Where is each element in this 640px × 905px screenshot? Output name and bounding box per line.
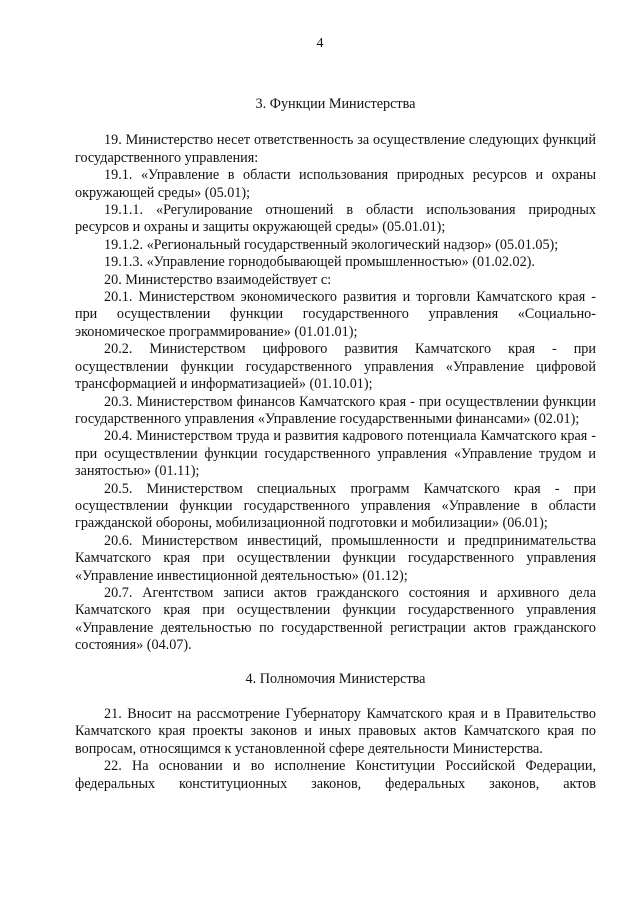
paragraph-20: 20. Министерство взаимодействует с: — [104, 271, 332, 288]
section-4-heading: 4. Полномочия Министерства — [245, 670, 426, 687]
paragraph-19-1-3: 19.1.3. «Управление горнодобывающей промышленностью» (01.02.02). — [104, 254, 535, 271]
document-body — [75, 96, 596, 793]
paragraph-19-1: 19.1. «Управление в области использования природных ресурсов и охраны окружающей среды» (05.01); — [75, 167, 596, 201]
paragraph-19-1-1: 19.1.1. «Регулирование отношений в области использования природных ресурсов и охраны и защиты окружающей среды» (05.01.01); — [75, 202, 596, 236]
paragraph-20-4: 20.4. Министерством труда и развития кадрового потенциала Камчатского края - при осуществлении функции государственного управления «Управление трудом и занятостью» (01.11); — [75, 428, 596, 480]
section-3-heading: 3. Функции Министерства — [255, 96, 416, 112]
paragraph-20-7: 20.7. Агентством записи актов гражданского состояния и архивного дела Камчатского края при осуществлении функции государственного управления «Управление деятельностью по государственной регистрации актов гражданского состояния» (04.07). — [75, 584, 596, 654]
paragraph-20-5: 20.5. Министерством специальных программ Камчатского края - при осуществлении функции государственного управления «Управление в области гражданской обороны, мобилизационной подготовки и мобилизации» (06.01); — [75, 480, 596, 532]
page-number: 4 — [316, 36, 324, 51]
paragraph-20-2: 20.2. Министерством цифрового развития Камчатского края - при осуществлении функции государственного управления «Управление цифровой трансформацией и информатизацией» (01.10.01); — [75, 341, 596, 393]
paragraph-21: 21. Вносит на рассмотрение Губернатору Камчатского края и в Правительство Камчатского края проекты законов и иных правовых актов Камчатского края по вопросам, относящимся к установленной сфере деятельности Министерства. — [75, 706, 596, 757]
paragraph-20-3: 20.3. Министерством финансов Камчатского края - при осуществлении функции государственного управления «Управление государственными финансами» (02.01); — [75, 393, 596, 427]
paragraph-19-1-2: 19.1.2. «Региональный государственный экологический надзор» (05.01.05); — [104, 236, 559, 253]
paragraph-20-6: 20.6. Министерством инвестиций, промышленности и предпринимательства Камчатского края при осуществлении функции государственного управления «Управление инвестиционной деятельностью» (01.12); — [75, 532, 596, 584]
paragraph-19: 19. Министерство несет ответственность за осуществление следующих функций государственного управления: — [75, 132, 596, 166]
paragraph-20-1: 20.1. Министерством экономического развития и торговли Камчатского края - при осуществлении функции государственного управления «Социально-экономическое программирование» (01.01.01); — [75, 289, 596, 340]
paragraph-22: 22. На основании и во исполнение Конституции Российской Федерации, федеральных конституционных законов, федеральных законов, актов — [75, 758, 596, 792]
